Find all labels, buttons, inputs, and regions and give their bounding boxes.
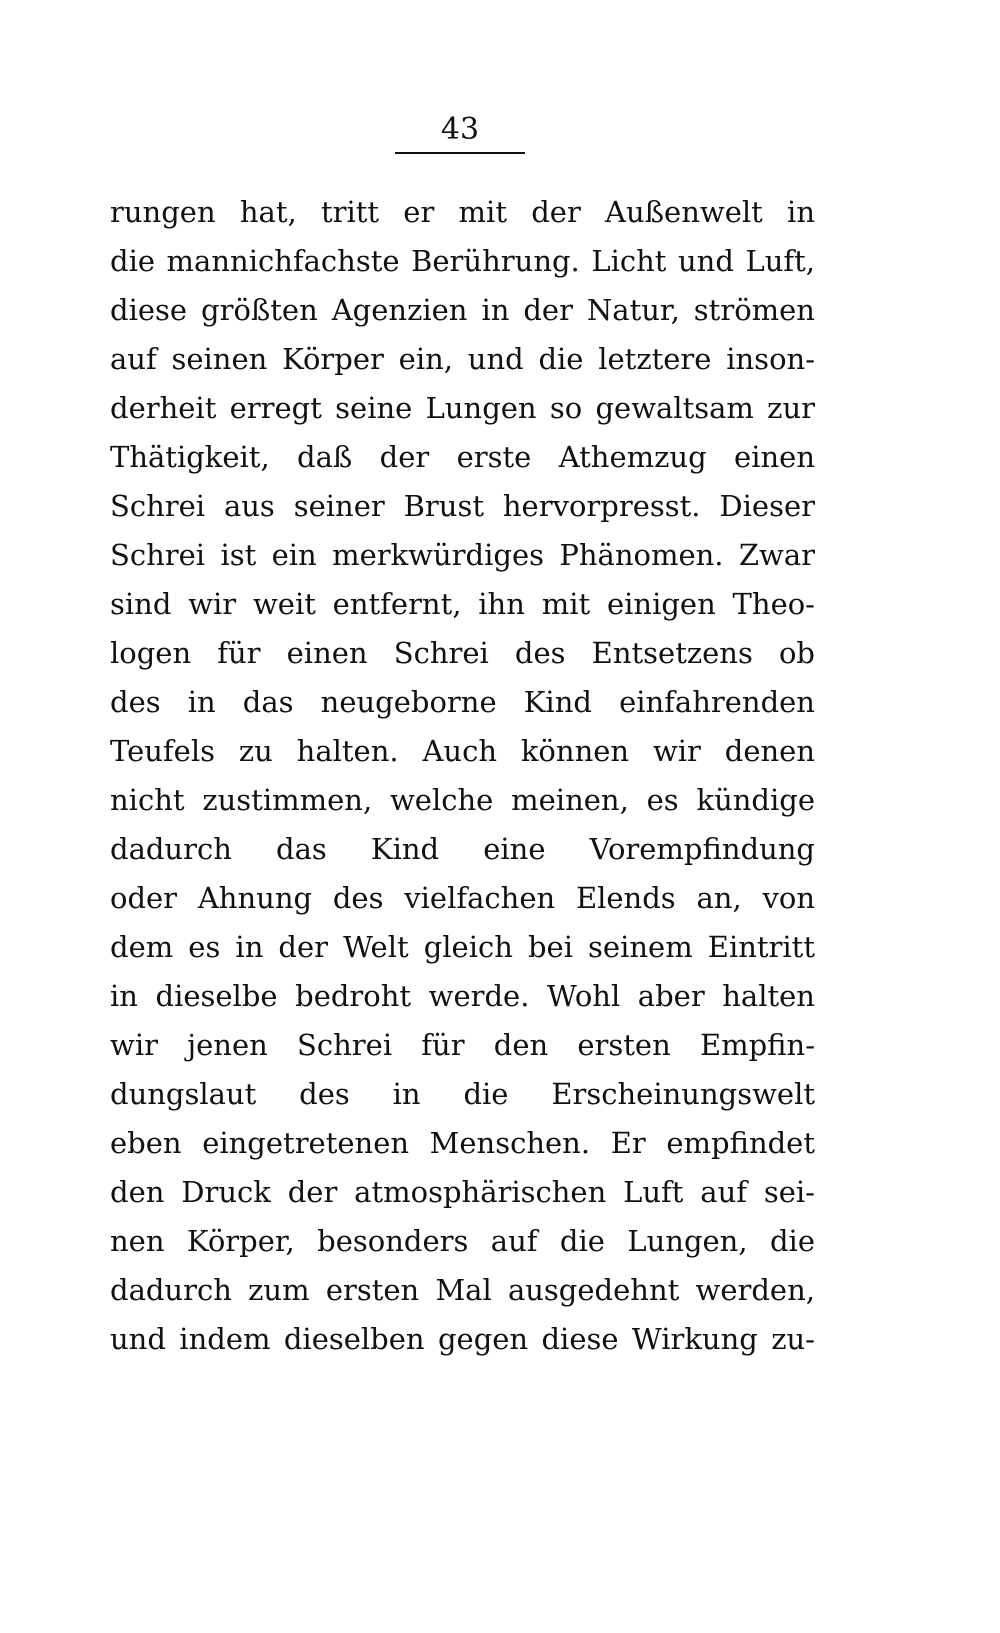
text-line: die mannichfachste Berührung. Licht und Luft, — [110, 244, 815, 278]
text-line: sind wir weit entfernt, ihn mit einigen Theo- — [110, 587, 815, 621]
text-line: den Druck der atmosphärischen Luft auf sei- — [110, 1175, 815, 1209]
text-line: eben eingetretenen Menschen. Er empfindet — [110, 1126, 815, 1160]
text-line: dadurch das Kind eine Vorempfindung — [110, 832, 815, 866]
text-line: Schrei ist ein merkwürdiges Phänomen. Zwar — [110, 538, 815, 572]
text-line: nicht zustimmen, welche meinen, es kündige — [110, 783, 815, 817]
text-line: wir jenen Schrei für den ersten Empfin- — [110, 1028, 815, 1062]
text-line: diese größten Agenzien in der Natur, strömen — [110, 293, 815, 327]
text-line: nen Körper, besonders auf die Lungen, die — [110, 1224, 815, 1258]
text-line: dungslaut des in die Erscheinungswelt — [110, 1077, 815, 1111]
text-line: Teufels zu halten. Auch können wir denen — [110, 734, 815, 768]
text-line: logen für einen Schrei des Entsetzens ob — [110, 636, 815, 670]
text-line: des in das neugeborne Kind einfahrenden — [110, 685, 815, 719]
page-number-rule — [395, 152, 525, 154]
text-line: oder Ahnung des vielfachen Elends an, von — [110, 881, 815, 915]
page-number: 43 — [440, 112, 480, 147]
text-line: und indem dieselben gegen diese Wirkung zu- — [110, 1322, 815, 1356]
text-line: rungen hat, tritt er mit der Außenwelt in — [110, 195, 815, 229]
text-line: derheit erregt seine Lungen so gewaltsam zur — [110, 391, 815, 425]
text-line: in dieselbe bedroht werde. Wohl aber halten — [110, 979, 815, 1013]
text-line: Schrei aus seiner Brust hervorpresst. Dieser — [110, 489, 815, 523]
text-line: Thätigkeit, daß der erste Athemzug einen — [110, 440, 815, 474]
text-line: auf seinen Körper ein, und die letztere inson- — [110, 342, 815, 376]
text-line: dem es in der Welt gleich bei seinem Eintritt — [110, 930, 815, 964]
text-line: dadurch zum ersten Mal ausgedehnt werden, — [110, 1273, 815, 1307]
body-text — [110, 188, 815, 1364]
